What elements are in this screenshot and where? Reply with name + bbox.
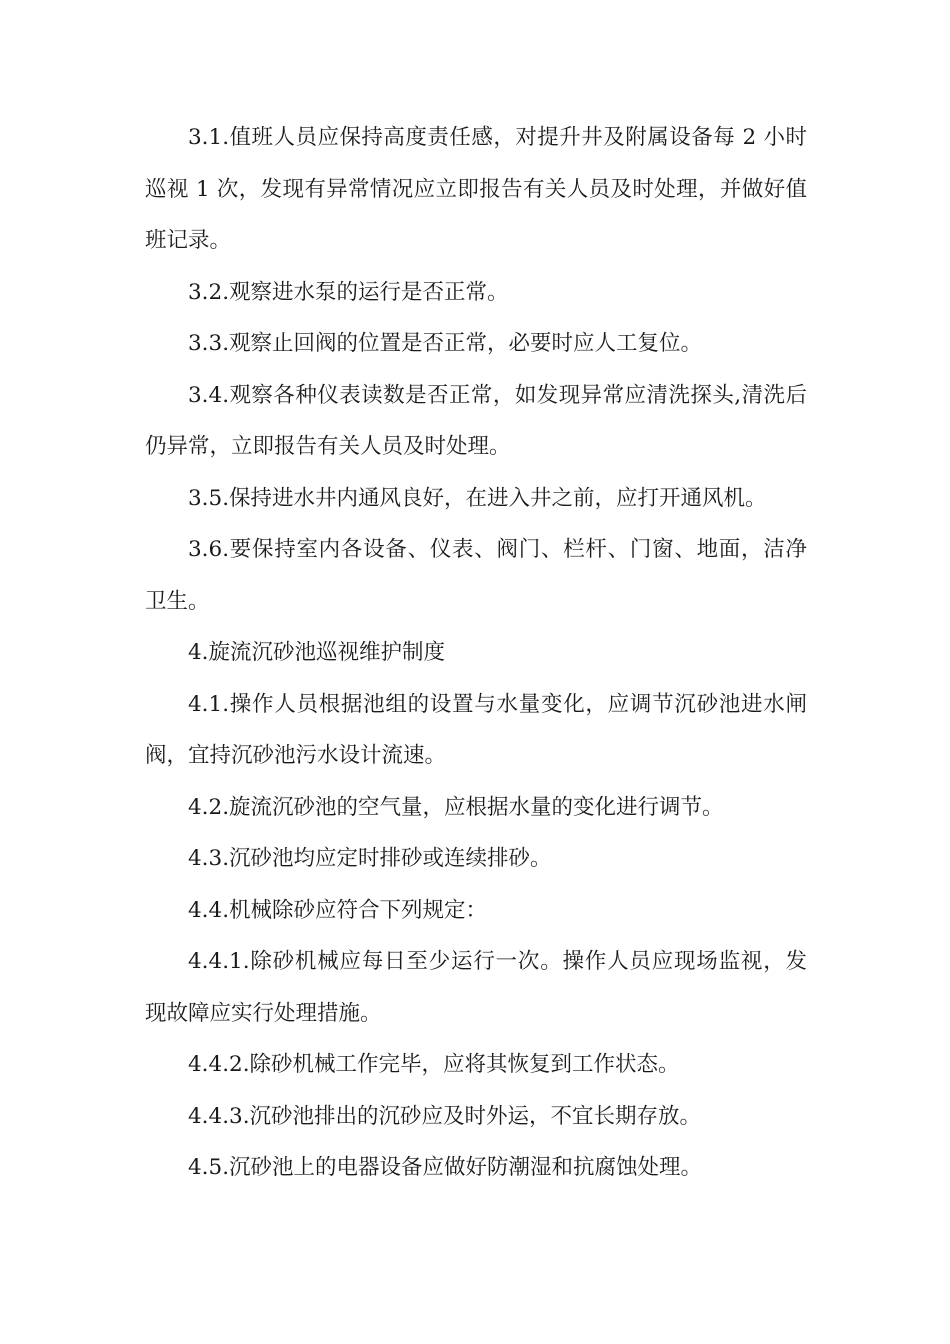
paragraph-4-1: 4.1.操作人员根据池组的设置与水量变化，应调节沉砂池进水闸阀，宜持沉砂池污水设计流速。 xyxy=(145,691,807,768)
paragraph-3-5: 3.5.保持进水井内通风良好，在进入井之前，应打开通风机。 xyxy=(188,485,767,511)
paragraph-4-4-2: 4.4.2.除砂机械工作完毕，应将其恢复到工作状态。 xyxy=(188,1052,680,1077)
paragraph-4-2: 4.2.旋流沉砂池的空气量，应根据水量的变化进行调节。 xyxy=(188,794,724,820)
paragraph-4-4-1: 4.4.1.除砂机械应每日至少运行一次。操作人员应现场监视，发现故障应实行处理措施。 xyxy=(145,949,807,1026)
paragraph-4-4-3: 4.4.3.沉砂池排出的沉砂应及时外运，不宜长期存放。 xyxy=(188,1103,702,1129)
paragraph-4-4: 4.4.机械除砂应符合下列规定： xyxy=(188,897,488,923)
paragraph-3-4: 3.4.观察各种仪表读数是否正常，如发现异常应清洗探头,清洗后仍异常，立即报告有关人员及时处理。 xyxy=(145,382,807,459)
paragraph-3-6: 3.6.要保持室内各设备、仪表、阀门、栏杆、门窗、地面，洁净卫生。 xyxy=(145,537,807,614)
paragraph-4-5: 4.5.沉砂池上的电器设备应做好防潮湿和抗腐蚀处理。 xyxy=(188,1155,703,1180)
section-heading-4: 4.旋流沉砂池巡视维护制度 xyxy=(188,640,446,665)
paragraph-3-1: 3.1.值班人员应保持高度责任感，对提升井及附属设备每 2 小时巡视 1 次，发现有异常情况应立即报告有关人员及时处理，并做好值班记录。 xyxy=(145,125,807,253)
document-body xyxy=(145,112,807,1194)
paragraph-3-3: 3.3.观察止回阀的位置是否正常，必要时应人工复位。 xyxy=(188,331,703,356)
paragraph-3-2: 3.2.观察进水泵的运行是否正常。 xyxy=(188,279,509,305)
paragraph-4-3: 4.3.沉砂池均应定时排砂或连续排砂。 xyxy=(188,846,552,871)
